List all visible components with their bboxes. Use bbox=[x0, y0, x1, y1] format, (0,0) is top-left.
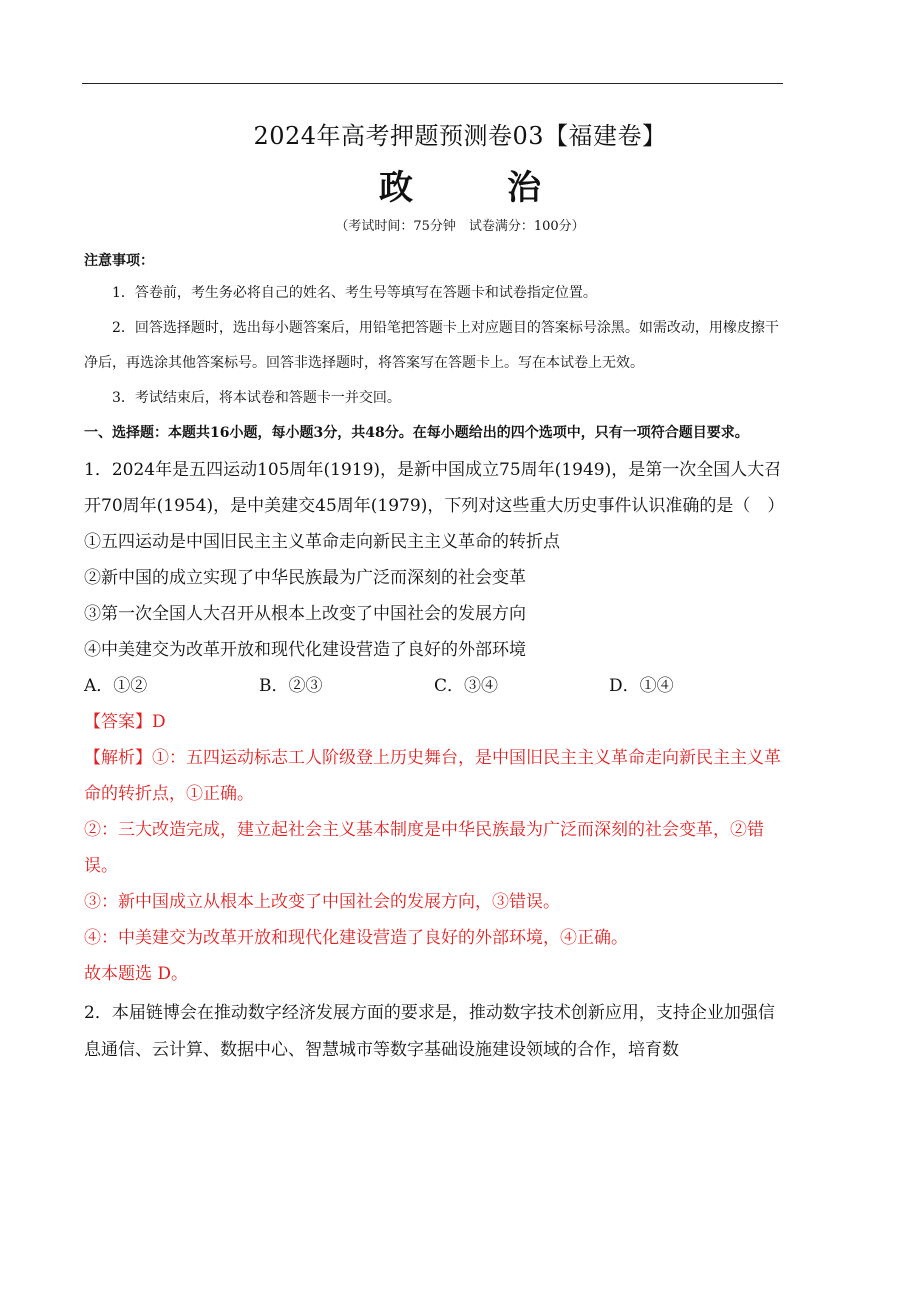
statement-item: ③第一次全国人大召开从根本上改变了中国社会的发展方向 bbox=[84, 604, 526, 624]
analysis-item: 【解析】①：五四运动标志工人阶级登上历史舞台，是中国旧民主主义革命走向新民主主义革命的转折点，①正确。 bbox=[84, 748, 781, 804]
choice-d: D．①④ bbox=[609, 676, 674, 696]
notes-title: 注意事项： bbox=[84, 253, 154, 269]
conclusion-text: 故本题选 D。 bbox=[84, 964, 189, 984]
note-item: 1．答卷前，考生务必将自己的姓名、考生号等填写在答题卡和试卷指定位置。 bbox=[112, 285, 597, 301]
analysis-item: ③：新中国成立从根本上改变了中国社会的发展方向，③错误。 bbox=[84, 892, 560, 912]
question-stem: 2．本届链博会在推动数字经济发展方面的要求是，推动数字技术创新应用，支持企业加强信息通信、云计算、数据中心、智慧城市等数字基础设施建设领域的合作，培育数 bbox=[84, 1003, 775, 1060]
answer-choices bbox=[84, 668, 784, 704]
answer-text: 【答案】D bbox=[84, 712, 166, 732]
question-stem: 1．2024年是五四运动105周年(1919)，是新中国成立75周年(1949)，是第一次全国人大召开70周年(1954)，是中美建交45周年(1979)，下列对这些重大历史事件认识准确的是（ ） bbox=[84, 460, 785, 516]
note-item: 3．考试结束后，将本试卷和答题卡一并交回。 bbox=[112, 390, 401, 406]
exam-info: （考试时间：75分钟 试卷满分：100分） bbox=[335, 219, 585, 234]
document-body bbox=[84, 246, 784, 1068]
statement-item: ①五四运动是中国旧民主主义革命走向新民主主义革命的转折点 bbox=[84, 532, 560, 552]
statement-item: ④中美建交为改革开放和现代化建设营造了良好的外部环境 bbox=[84, 640, 526, 660]
header-rule bbox=[82, 83, 783, 84]
choice-c: C．③④ bbox=[434, 676, 499, 696]
choice-a: A．①② bbox=[84, 676, 148, 696]
subject-title: 政 治 bbox=[379, 168, 571, 208]
paper-title: 2024年高考押题预测卷03【福建卷】 bbox=[253, 122, 667, 150]
analysis-item: ④：中美建交为改革开放和现代化建设营造了良好的外部环境，④正确。 bbox=[84, 928, 628, 948]
choice-b: B．②③ bbox=[259, 676, 323, 696]
section-heading: 一、选择题：本题共16小题，每小题3分，共48分。在每小题给出的四个选项中，只有一项符合题目要求。 bbox=[84, 425, 749, 441]
analysis-item: ②：三大改造完成，建立起社会主义基本制度是中华民族最为广泛而深刻的社会变革，②错误。 bbox=[84, 820, 764, 876]
statement-item: ②新中国的成立实现了中华民族最为广泛而深刻的社会变革 bbox=[84, 568, 526, 588]
note-item: 2．回答选择题时，选出每小题答案后，用铅笔把答题卡上对应题目的答案标号涂黑。如需改动，用橡皮擦干净后，再选涂其他答案标号。回答非选择题时，将答案写在答题卡上。写在本试卷上无效。 bbox=[84, 320, 779, 371]
